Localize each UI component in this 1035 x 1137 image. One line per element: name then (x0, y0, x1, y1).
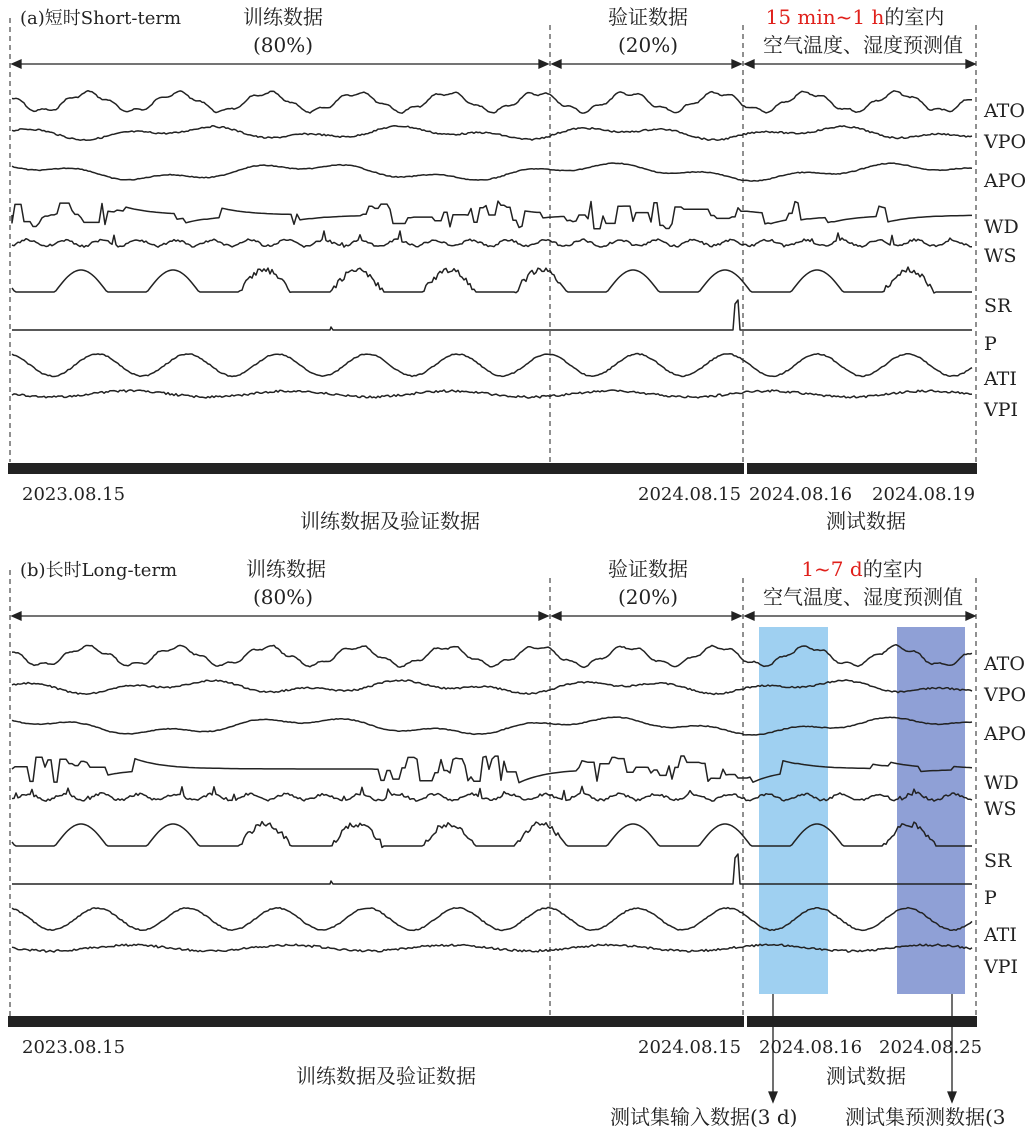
panel-a-series-label-ati: ATI (984, 368, 1017, 390)
panel-a-series-wd-line (12, 201, 972, 229)
panel-a-val-title: 验证数据 (608, 5, 688, 29)
panel-a-series-label-p: P (984, 333, 997, 355)
panel-b-date-test-start: 2024.08.16 (759, 1037, 863, 1058)
panel-a-train-val-bar (8, 463, 744, 474)
panel-a-series-apo-line (12, 163, 972, 181)
panel-a-series-label-apo: APO (984, 170, 1027, 192)
panel-a-series-ati-line (12, 354, 972, 377)
panel-b-series-label-sr: SR (984, 850, 1012, 872)
panel-b-range-arrows (12, 612, 975, 620)
panel-a-series-label-sr: SR (984, 295, 1012, 317)
panel-b-test-bar (747, 1016, 977, 1027)
panel-b-series-label-wd: WD (984, 772, 1019, 794)
panel-b-bottom-train-label: 训练数据及验证数据 (296, 1064, 476, 1088)
panel-b-series-label-ws: WS (984, 798, 1017, 820)
panel-b-input-window-band (759, 627, 828, 994)
panel-a-series-label-ws: WS (984, 245, 1017, 267)
panel-b-input-window-label: 测试集输入数据(3 d) (610, 1105, 798, 1129)
panel-a-test-horizon: 15 min~1 h (765, 5, 885, 29)
panel-a-series-p-line (12, 300, 972, 330)
panel-a-signals (12, 91, 972, 398)
panel-b-train-percent: (80%) (252, 585, 314, 609)
panel-b-date-test-end: 2024.08.25 (879, 1037, 983, 1058)
panel-a-train-percent: (80%) (252, 33, 314, 57)
panel-a-series-labels (983, 100, 1026, 421)
panel-b-forecast-window-band (897, 627, 965, 994)
panel-b-series-label-ati: ATI (984, 924, 1017, 946)
panel-b-train-val-bar (8, 1016, 744, 1027)
panel-b-series-label-ato: ATO (984, 653, 1025, 675)
panel-a-bottom-test-label: 测试数据 (826, 509, 906, 533)
panel-a-date-test-start: 2024.08.16 (749, 484, 853, 505)
panel-a-range-arrows (12, 60, 975, 68)
panel-a-bottom-train-label: 训练数据及验证数据 (300, 509, 480, 533)
panel-a-series-sr-line (12, 267, 972, 293)
panel-a-date-start: 2023.08.15 (22, 484, 126, 505)
panel-a-train-title: 训练数据 (243, 5, 323, 29)
panel-a-series-label-ato: ATO (984, 100, 1025, 122)
panel-a-date-test-end: 2024.08.19 (872, 484, 976, 505)
panel-b-series-label-apo: APO (984, 723, 1027, 745)
panel-a-label: (a)短时Short-term (20, 8, 182, 29)
panel-b-val-percent: (20%) (617, 585, 679, 609)
panel-b-test-subtitle: 空气温度、湿度预测值 (763, 585, 963, 609)
panel-a-test-title-rest: 的室内 (884, 5, 945, 29)
panel-a-series-label-wd: WD (984, 216, 1019, 238)
panel-a-test-subtitle: 空气温度、湿度预测值 (763, 33, 963, 57)
panel-a (8, 5, 1026, 533)
panel-a-series-ws-line (12, 231, 972, 247)
panel-b-series-labels (983, 653, 1026, 978)
panel-a-val-percent: (20%) (617, 33, 679, 57)
panel-a-test-title (766, 5, 945, 29)
panel-a-series-ato-line (12, 91, 972, 114)
panel-b-label: (b)长时Long-term (20, 560, 178, 581)
panel-a-date-val-end: 2024.08.15 (638, 484, 742, 505)
panel-b-test-title-rest: 的室内 (862, 557, 923, 581)
panel-b-test-title (801, 557, 922, 581)
panel-b-series-label-vpo: VPO (984, 684, 1027, 706)
panel-b-forecast-window-label: 测试集预测数据(3 (845, 1105, 1006, 1129)
panel-a-series-vpi-line (12, 390, 972, 398)
panel-a-test-bar (747, 463, 977, 474)
panel-a-series-label-vpo: VPO (984, 131, 1027, 153)
panel-a-series-label-vpi: VPI (984, 399, 1019, 421)
panel-a-series-vpo-line (12, 126, 972, 141)
panel-b-series-label-vpi: VPI (984, 956, 1019, 978)
panel-b-series-label-p: P (984, 887, 997, 909)
panel-b (8, 557, 1026, 1129)
panel-b-date-val-end: 2024.08.15 (638, 1037, 742, 1058)
panel-b-bottom-test-label: 测试数据 (826, 1064, 906, 1088)
panel-b-test-horizon: 1~7 d (801, 557, 863, 581)
panel-b-train-title: 训练数据 (246, 557, 326, 581)
panel-b-date-start: 2023.08.15 (22, 1037, 126, 1058)
panel-b-val-title: 验证数据 (608, 557, 688, 581)
